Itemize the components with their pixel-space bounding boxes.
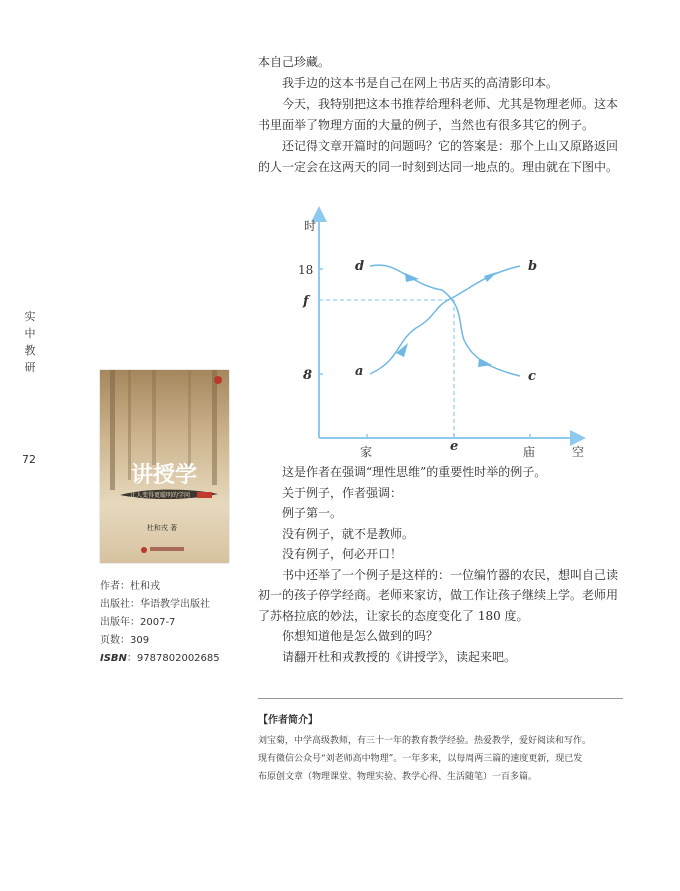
article-bottom bbox=[258, 462, 628, 667]
book-isbn: 9787802002685 bbox=[136, 653, 220, 664]
paragraph: 请翻开杜和戎教授的《讲授学》，读起来吧。 bbox=[282, 649, 517, 664]
book-pages-row: 页数：309 bbox=[100, 635, 150, 646]
paragraph: 例子第一。 bbox=[282, 506, 343, 520]
paragraph: 没有例子，何必开口！ bbox=[282, 547, 403, 561]
book-pages: 309 bbox=[130, 635, 150, 646]
paragraph: 本自己珍藏。 bbox=[258, 55, 331, 69]
side-char: 中 bbox=[24, 327, 36, 340]
book-cover-image bbox=[100, 370, 229, 563]
journal-side-label bbox=[22, 308, 38, 376]
point-label-c: c bbox=[528, 369, 536, 384]
curve-b-arrow bbox=[484, 272, 497, 282]
book-year-row: 出版年：2007-7 bbox=[100, 617, 176, 628]
paragraph: 我手边的这本书是自己在网上书店买的高清影印本。 bbox=[282, 76, 559, 90]
book-author: 杜和戎 bbox=[130, 581, 160, 592]
x-tick-label: 庙 bbox=[523, 445, 536, 459]
side-char: 实 bbox=[24, 310, 36, 323]
x-tick-label: 家 bbox=[360, 445, 373, 459]
paragraph: 还记得文章开篇时的问题吗？它的答案是：那个上山又原路返回的人一定会在这两天的同一时刻到达同一地点的。理由就在下图中。 bbox=[258, 139, 619, 174]
svg-text:杜和戎 著: 杜和戎 著 bbox=[146, 524, 178, 532]
author-intro-header: 【作者简介】 bbox=[258, 715, 318, 726]
x-tick-label: e bbox=[450, 439, 459, 454]
y-tick-label: 18 bbox=[298, 263, 314, 277]
svg-text:让人变得更聪明的学问: 让人变得更聪明的学问 bbox=[129, 492, 191, 499]
time-space-chart bbox=[288, 202, 598, 460]
curve-a-to-b bbox=[370, 266, 520, 374]
book-isbn-row: ISBN：9787802002685 bbox=[100, 653, 220, 664]
y-axis-label: 时 bbox=[304, 219, 317, 233]
page-number: 72 bbox=[22, 453, 36, 466]
book-info bbox=[100, 578, 220, 668]
x-axis-label: 空 bbox=[572, 445, 585, 459]
book-publisher-row: 出版社：华语教学出版社 bbox=[100, 599, 210, 610]
side-char: 研 bbox=[24, 361, 36, 374]
divider bbox=[258, 698, 623, 699]
book-author-row: 作者：杜和戎 bbox=[100, 581, 160, 592]
paragraph: 今天，我特别把这本书推荐给理科老师、尤其是物理老师。这本书里面举了物理方面的大量的例子，当然也有很多其它的例子。 bbox=[258, 97, 619, 132]
book-publisher: 华语教学出版社 bbox=[140, 599, 210, 610]
author-intro-line: 布原创文章（物理课堂、物理实验、教学心得、生活随笔）一百多篇。 bbox=[258, 772, 538, 782]
svg-text:讲授学: 讲授学 bbox=[130, 462, 198, 488]
author-intro-line: 现有微信公众号“刘老师高中物理”。一年多来，以每周两三篇的速度更新，现已发 bbox=[258, 754, 583, 764]
paragraph: 书中还举了一个例子是这样的：一位编竹器的农民，想叫自己读初一的孩子停学经商。老师来家访，做工作让孩子继续上学。老师用了苏格拉底的妙法，让家长的态度变化了 180 度。 bbox=[258, 567, 619, 623]
author-intro-line: 刘宝菊，中学高级教师，有三十一年的教育教学经验。热爱教学，爱好阅读和写作。 bbox=[258, 736, 592, 746]
y-tick-label: 8 bbox=[303, 368, 313, 383]
paragraph: 关于例子，作者强调： bbox=[282, 485, 403, 500]
y-tick-label: f bbox=[303, 294, 309, 309]
point-label-a: a bbox=[355, 364, 364, 379]
article-top bbox=[258, 52, 628, 178]
author-intro bbox=[258, 712, 630, 786]
point-label-b: b bbox=[528, 259, 538, 274]
side-char: 教 bbox=[24, 344, 36, 357]
paragraph: 没有例子，就不是教师。 bbox=[282, 526, 415, 541]
paragraph: 这是作者在强调“理性思维”的重要性时举的例子。 bbox=[282, 465, 547, 479]
book-year: 2007-7 bbox=[140, 617, 176, 628]
point-label-d: d bbox=[355, 259, 365, 274]
curve-d-to-c bbox=[370, 265, 520, 376]
paragraph: 你想知道他是怎么做到的吗？ bbox=[282, 629, 439, 643]
